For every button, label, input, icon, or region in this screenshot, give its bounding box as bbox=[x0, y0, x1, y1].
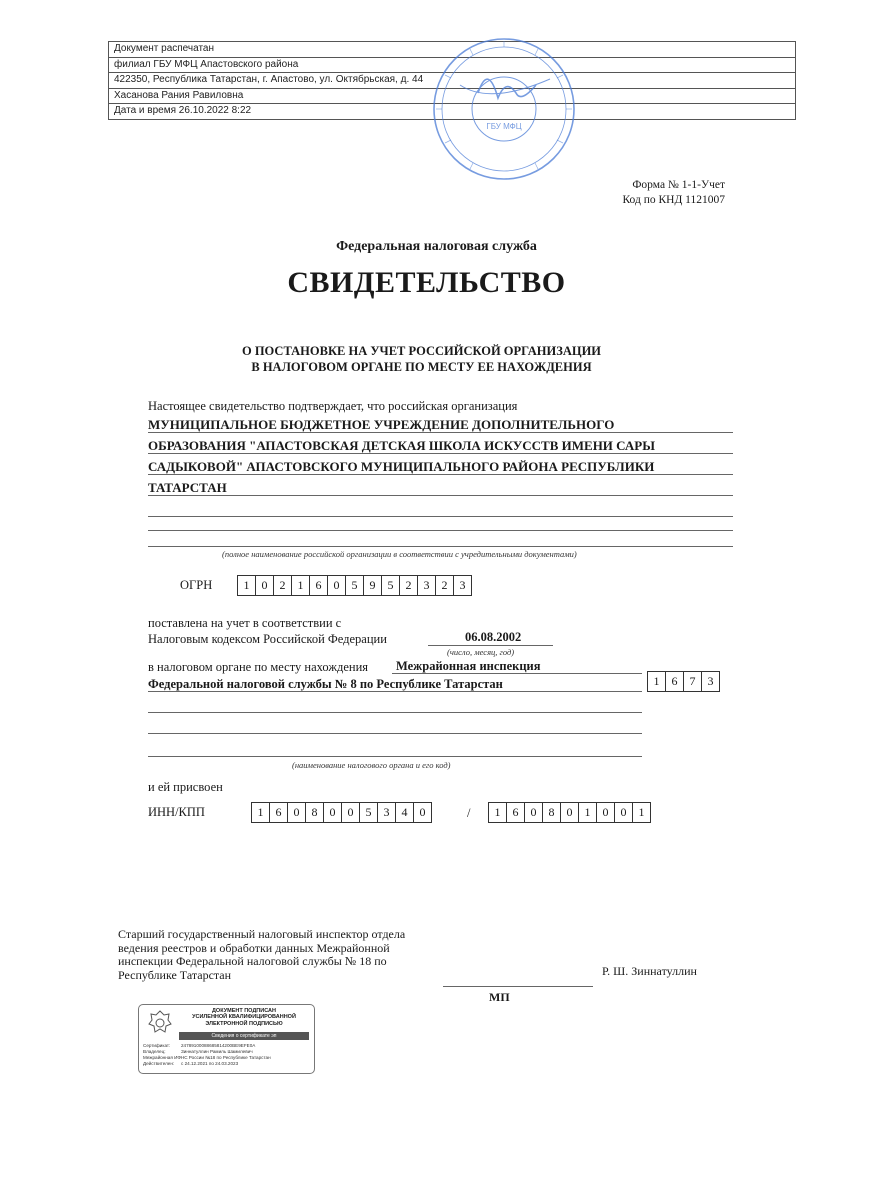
kpp-cells bbox=[488, 802, 651, 823]
print-line-operator: Хасанова Рания Равиловна bbox=[109, 89, 795, 105]
ogrn-digit: 2 bbox=[436, 576, 454, 595]
organ-code-cells bbox=[647, 671, 720, 692]
print-line-branch: филиал ГБУ МФЦ Апастовского района bbox=[109, 58, 795, 74]
org-name-line-4: ТАТАРСТАН bbox=[148, 480, 227, 495]
ogrn-digit: 2 bbox=[274, 576, 292, 595]
document-subtitle bbox=[0, 343, 843, 375]
org-rule-5 bbox=[148, 516, 733, 517]
ogrn-digit: 3 bbox=[459, 578, 466, 592]
inn-cells bbox=[251, 802, 432, 823]
round-stamp-icon bbox=[418, 33, 584, 183]
org-rule-7 bbox=[148, 546, 733, 547]
ogrn-digit: 9 bbox=[364, 576, 382, 595]
kpp-digit: 0 bbox=[561, 803, 579, 822]
organ-code-digit: 1 bbox=[648, 672, 666, 691]
registration-line-1: поставлена на учет в соответствии с bbox=[148, 616, 342, 630]
inn-digit: 0 bbox=[342, 803, 360, 822]
position-line-2: ведения реестров и обработки данных Межрайонной bbox=[118, 940, 390, 955]
print-line-status: Документ распечатан bbox=[109, 42, 795, 58]
organ-name-part-2: Федеральной налоговой службы № 8 по Республике Татарстан bbox=[148, 677, 503, 691]
ecp-cert-bar: Сведения о сертификате эп bbox=[179, 1032, 309, 1040]
kpp-digit: 0 bbox=[525, 803, 543, 822]
inn-digit: 0 bbox=[288, 803, 306, 822]
ogrn-digit: 0 bbox=[328, 576, 346, 595]
org-rule-2 bbox=[148, 453, 733, 454]
org-rule-4 bbox=[148, 495, 733, 496]
print-line-datetime: Дата и время 26.10.2022 8:22 bbox=[109, 104, 795, 120]
ecp-heading bbox=[179, 1008, 309, 1027]
ogrn-digit: 1 bbox=[238, 576, 256, 595]
print-line-address: 422350, Республика Татарстан, г. Апастово, ул. Октябрьская, д. 44 bbox=[109, 73, 795, 89]
electronic-signature-stamp bbox=[138, 1004, 315, 1074]
ecp-owner-value: Зиннатуллин Рамиль Шамилевич bbox=[181, 1049, 253, 1054]
organ-rule-3 bbox=[148, 712, 642, 713]
org-rule-3 bbox=[148, 474, 733, 475]
organ-code-digit: 7 bbox=[684, 672, 702, 691]
agency-name: Федеральная налоговая служба bbox=[336, 239, 537, 254]
inn-kpp-separator: / bbox=[467, 806, 471, 820]
organ-rule-1 bbox=[392, 673, 642, 674]
organ-caption: (наименование налогового органа и его код) bbox=[292, 760, 451, 770]
organ-rule-4 bbox=[148, 733, 642, 734]
ecp-heading-line-3: ЭЛЕКТРОННОЙ ПОДПИСЬЮ bbox=[205, 1020, 283, 1027]
inn-digit: 4 bbox=[396, 803, 414, 822]
org-rule-6 bbox=[148, 530, 733, 531]
ogrn-digit: 6 bbox=[310, 576, 328, 595]
inn-digit: 5 bbox=[360, 803, 378, 822]
date-rule bbox=[428, 645, 553, 646]
emblem-icon bbox=[145, 1008, 175, 1038]
seal-place-label: МП bbox=[489, 990, 510, 1004]
org-rule-1 bbox=[148, 432, 733, 433]
inn-digit: 6 bbox=[270, 803, 288, 822]
inn-digit: 8 bbox=[306, 803, 324, 822]
ogrn-digit: 5 bbox=[346, 576, 364, 595]
organ-rule-2 bbox=[148, 691, 642, 692]
ecp-heading-line-2: УСИЛЕННОЙ КВАЛИФИЦИРОВАННОЙ bbox=[192, 1014, 296, 1021]
inn-digit: 0 bbox=[324, 803, 342, 822]
inn-digit: 1 bbox=[252, 803, 270, 822]
signer-name: Р. Ш. Зиннатуллин bbox=[602, 964, 697, 978]
form-reference bbox=[622, 178, 725, 208]
org-name-line-1: МУНИЦИПАЛЬНОЕ БЮДЖЕТНОЕ УЧРЕЖДЕНИЕ ДОПОЛНИТЕЛЬНОГО bbox=[148, 417, 615, 432]
date-caption: (число, месяц, год) bbox=[447, 647, 515, 657]
organ-prefix: в налоговом органе по месту нахождения bbox=[148, 660, 369, 674]
kpp-digit: 1 bbox=[579, 803, 597, 822]
org-name-line-3: САДЫКОВОЙ" АПАСТОВСКОГО МУНИЦИПАЛЬНОГО РАЙОНА РЕСПУБЛИКИ bbox=[148, 459, 655, 474]
ogrn-digit: 0 bbox=[256, 576, 274, 595]
kpp-digit: 6 bbox=[507, 803, 525, 822]
ogrn-digit: 2 bbox=[400, 576, 418, 595]
kpp-digit: 8 bbox=[543, 803, 561, 822]
kpp-digit: 0 bbox=[597, 803, 615, 822]
ecp-heading-line-1: ДОКУМЕНТ ПОДПИСАН bbox=[212, 1008, 276, 1014]
kpp-digit: 1 bbox=[638, 805, 645, 819]
signatory-position bbox=[118, 928, 438, 982]
form-number: Форма № 1-1-Учет bbox=[632, 179, 725, 191]
ecp-cert-value: 24789100088685814200BE9EFE0A bbox=[181, 1043, 256, 1048]
mp-rule bbox=[443, 986, 593, 987]
ogrn-label: ОГРН bbox=[180, 578, 213, 592]
inn-kpp-label: ИНН/КПП bbox=[148, 805, 205, 819]
ecp-owner-label: Владелец: bbox=[143, 1049, 166, 1054]
position-line-4: Республике Татарстан bbox=[118, 967, 232, 982]
ecp-org-value: Межрайонная ИФНС России №18 по Республике Татарстан bbox=[143, 1055, 271, 1060]
ogrn-digit: 5 bbox=[382, 576, 400, 595]
org-name-caption: (полное наименование российской организации в соответствии с учредительными документами) bbox=[222, 549, 577, 559]
inn-digit: 0 bbox=[419, 805, 426, 819]
ecp-valid-label: Действителен: bbox=[143, 1061, 175, 1066]
assigned-label: и ей присвоен bbox=[148, 780, 223, 794]
organ-code-digit: 3 bbox=[707, 674, 714, 688]
ecp-cert-label: Сертификат: bbox=[143, 1043, 171, 1048]
position-line-3: инспекции Федеральной налоговой службы № 18 по bbox=[118, 954, 387, 968]
ogrn-cells bbox=[237, 575, 472, 596]
organ-code-digit: 6 bbox=[666, 672, 684, 691]
ogrn-digit: 1 bbox=[292, 576, 310, 595]
registration-date: 06.08.2002 bbox=[465, 630, 522, 644]
org-name-line-2: ОБРАЗОВАНИЯ "АПАСТОВСКАЯ ДЕТСКАЯ ШКОЛА ИСКУССТВ ИМЕНИ САРЫ bbox=[148, 438, 655, 453]
kpp-digit: 1 bbox=[489, 803, 507, 822]
inn-digit: 3 bbox=[378, 803, 396, 822]
organization-name bbox=[148, 414, 733, 498]
subtitle-line-1: О ПОСТАНОВКЕ НА УЧЕТ РОССИЙСКОЙ ОРГАНИЗАЦИИ bbox=[241, 344, 602, 358]
document-title: СВИДЕТЕЛЬСТВО bbox=[287, 266, 566, 299]
organ-rule-5 bbox=[148, 756, 642, 757]
ecp-details bbox=[143, 1043, 311, 1067]
ogrn-digit: 3 bbox=[418, 576, 436, 595]
stamp-center-text: ГБУ МФЦ bbox=[486, 122, 522, 131]
ecp-valid-value: с 24.12.2021 по 24.03.2023 bbox=[181, 1061, 239, 1066]
intro-text: Настоящее свидетельство подтверждает, что российская организация bbox=[148, 399, 518, 413]
registration-line-2: Налоговым кодексом Российской Федерации bbox=[148, 632, 387, 646]
position-line-1: Старший государственный налоговый инспектор отдела bbox=[118, 927, 406, 941]
kpp-digit: 0 bbox=[615, 803, 633, 822]
knd-code: Код по КНД 1121007 bbox=[622, 194, 725, 206]
organ-name-part-1: Межрайонная инспекция bbox=[396, 659, 541, 673]
subtitle-line-2: В НАЛОГОВОМ ОРГАНЕ ПО МЕСТУ ЕЕ НАХОЖДЕНИЯ bbox=[251, 360, 592, 374]
